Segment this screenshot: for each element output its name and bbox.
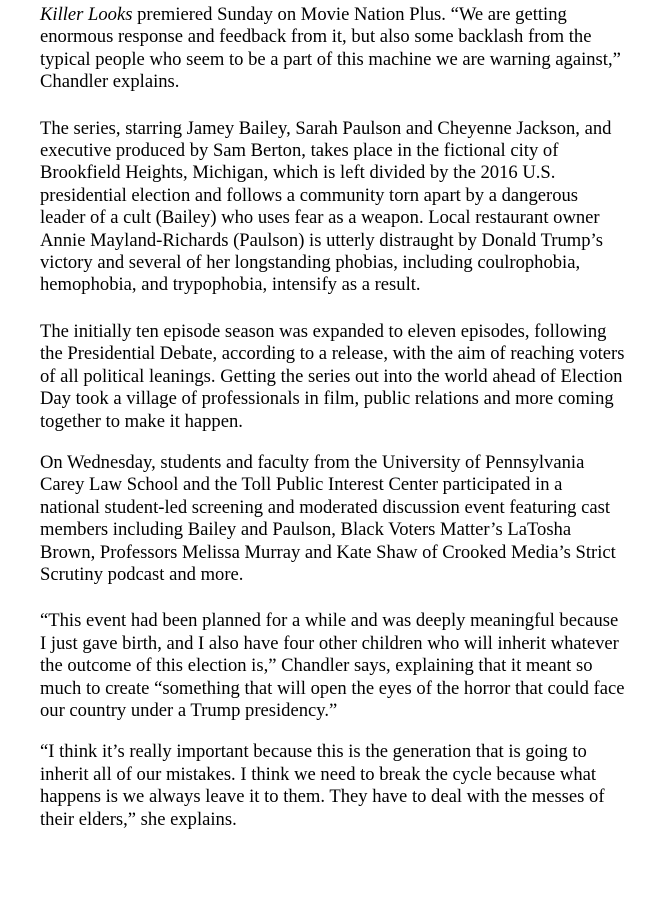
- paragraph-generation-quote: “I think it’s really important because this is the generation that is going to inherit all of our mistakes. I think we need to break the cycle because what happens is we always leave it to them. They have to deal with the messes of their elders,” she explains.: [40, 741, 605, 830]
- paragraph-premiere: [40, 4, 626, 94]
- article-body: [40, 4, 626, 850]
- paragraph-chandler-quote: “This event had been planned for a while and was deeply meaningful because I just gave birth, and I also have four other children who will inherit whatever the outcome of this election is,” Chandler says, explaining that it meant so much to create “something that will open the eyes of the horror that could face our country under a Trump presidency.”: [40, 610, 625, 721]
- show-title: Killer Looks: [40, 4, 133, 25]
- paragraph-season-expansion: The initially ten episode season was expanded to eleven episodes, following the Presidential Debate, according to a release, with the aim of reaching voters of all political leanings. Getting the series out into the world ahead of Election Day took a village of professionals in film, public relations and more coming together to make it happen.: [40, 320, 625, 432]
- paragraph-screening-event: On Wednesday, students and faculty from the University of Pennsylvania Carey Law School and the Toll Public Interest Center participated in a national student-led screening and moderated discussion event featuring cast members including Bailey and Paulson, Black Voters Matter’s LaTosha Brown, Professors Melissa Murray and Kate Shaw of Crooked Media’s Strict Scrutiny podcast and more.: [40, 451, 616, 585]
- paragraph-series-synopsis: The series, starring Jamey Bailey, Sarah Paulson and Cheyenne Jackson, and executive produced by Sam Berton, takes place in the fictional city of Brookfield Heights, Michigan, which is left divided by the 2016 U.S. presidential election and follows a community torn apart by a dangerous leader of a cult (Bailey) who uses fear as a weapon. Local restaurant owner Annie Mayland-Richards (Paulson) is utterly distraught by Donald Trump’s victory and several of her longstanding phobias, including coulrophobia, hemophobia, and trypophobia, intensify as a result.: [40, 117, 612, 296]
- paragraph-premiere-text: premiered Sunday on Movie Nation Plus. “We are getting enormous response and feedback from it, but also some backlash from the typical people who seem to be a part of this machine we are warning against,” Chandler explains.: [40, 4, 621, 93]
